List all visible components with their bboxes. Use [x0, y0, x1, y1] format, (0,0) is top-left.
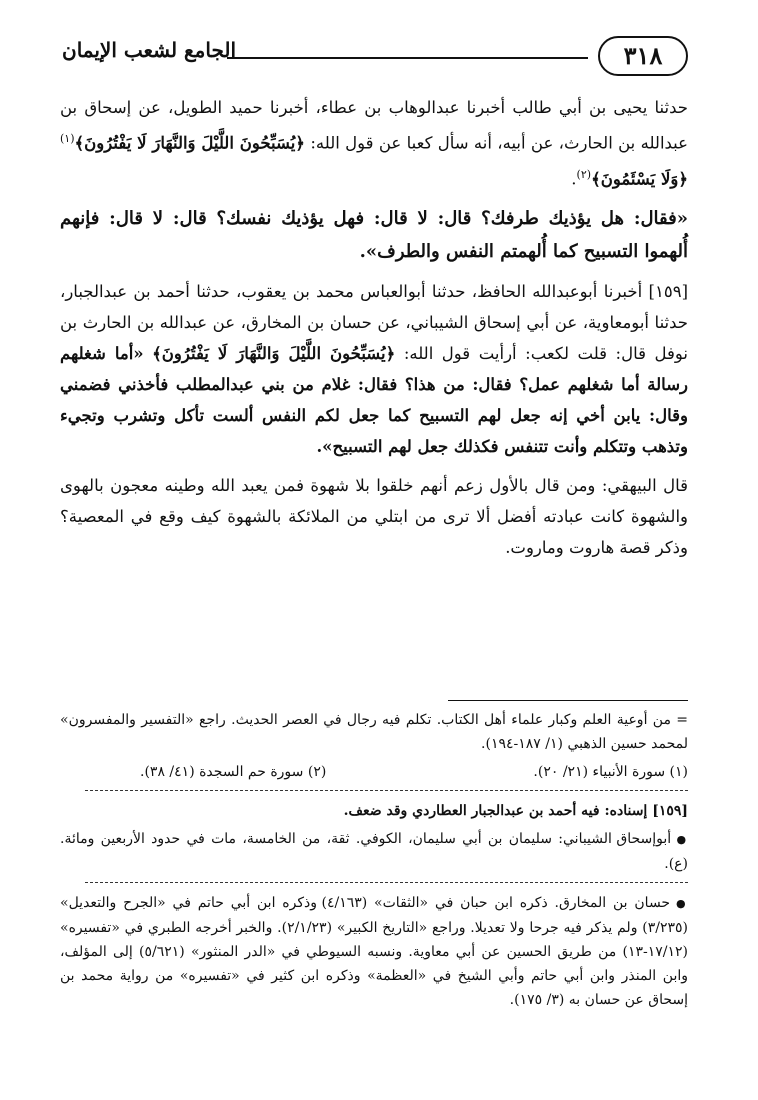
narrator-note-2: ● حسان بن المخارق. ذكره ابن حبان في «الثقات» (٤/١٦٣) وذكره ابن أبي حاتم في «الجرح والتعديل» (٣/٢٣٥) ولم يذكر فيه جرحا ولا تعديلا. وراجع «التاريخ الكبير» (٢/١/٢٣). والخبر أخرجه الطبري في «تفسيره» (١٧/١٢-١٣) من طريق الحسين عن أبي معاوية. ونسبه السيوطي في «الدر المنثور» (٥/٦٢١) إلى المؤلف، وابن المنذر وابن أبي حاتم وأبي الشيخ في «العظمة» وذكره ابن كثير في «تفسيره» من رواية محمد بن إسحاق عن حسان به (٣/ ١٧٥). [60, 891, 688, 1012]
narrator-note-1: ● أبوإسحاق الشيباني: سليمان بن أبي سليمان، الكوفي. ثقة، من الخامسة، مات في حدود الأربعين ومائة. (ع). [60, 827, 688, 876]
quran-verse-2: ﴿وَلَا يَسْئَمُونَ﴾ [591, 169, 688, 188]
paragraph-3 [60, 276, 688, 462]
paragraph-2: «فقال: هل يؤذيك طرفك؟ قال: لا قال: فهل يؤذيك نفسك؟ قال: لا قال: فإنهم أُلهموا التسبيح كما أُلهمتم النفس والطرف». [60, 208, 688, 262]
header-rule [227, 57, 588, 59]
footnote-ref-2: (٢) [576, 167, 592, 181]
paragraph-4: قال البيهقي: ومن قال بالأول زعم أنهم خلقوا بلا شهوة فمن يعبد الله وطينه معجون بالهوى والشهوة كانت عبادته أفضل ألا ترى من ابتلي من الملائكة بالشهوة كيف وقع في المعصية؟ وذكر قصة هاروت وماروت. [60, 476, 688, 557]
page-number: ٣١٨ [598, 36, 688, 76]
quran-verse-1: ﴿يُسَبِّحُونَ اللَّيْلَ وَالنَّهَارَ لَا يَفْتُرُونَ﴾ [74, 133, 305, 153]
footnote-1: (١) سورة الأنبياء (٢١/ ٢٠). [533, 764, 688, 780]
paragraph-1-end: . [571, 169, 577, 188]
quran-verse-3: ﴿يُسَبِّحُونَ اللَّيْلَ وَالنَّهَارَ لَا يَفْتُرُونَ﴾ [152, 344, 396, 363]
footnote-2: (٢) سورة حم السجدة (٤١/ ٣٨). [140, 764, 327, 780]
footnote-divider [85, 790, 688, 791]
narrator-divider [85, 882, 688, 883]
footnote-rule [448, 700, 688, 701]
footnote-row [60, 760, 688, 784]
footnote-ref-1: (١) [60, 132, 75, 145]
book-title: الجامع لشعب الإيمان [62, 38, 237, 62]
paragraph-1 [60, 92, 688, 194]
footnote-continued: = من أوعية العلم وكبار علماء أهل الكتاب. تكلم فيه رجال في العصر الحديث. راجع «التفسير والمفسرون» لمحمد حسين الذهبي (١/ ١٨٧-١٩٤). [60, 712, 688, 752]
footnotes [60, 708, 688, 1016]
main-text [60, 92, 688, 571]
paragraph-1-text: حدثنا يحيى بن أبي طالب أخبرنا عبدالوهاب بن عطاء، أخبرنا حميد الطويل، عن إسحاق بن عبدالله بن الحارث، عن أبيه، أنه سأل كعبا عن قول الله: [60, 98, 689, 153]
hadith-159-isnad: [١٥٩] أخبرنا أبوعبدالله الحافظ، حدثنا أبوالعباس محمد بن يعقوب، حدثنا أحمد بن عبدالجبار، حدثنا أبومعاوية، عن أبي إسحاق الشيباني، عن حسان بن المخارق، عن عبدالله بن الحارث بن نوفل قال: قلت لكعب: أرأيت قول الله: [60, 282, 689, 363]
page-header [62, 36, 688, 80]
hadith-159-matn: «أما شغلهم رسالة أما شغلهم عمل؟ فقال: من هذا؟ فقال: غلام من بني عبدالمطلب فأخذني فضمني وقال: يابن أخي إنه جعل لهم التسبيح كما جعل لكم النفس ألست تأكل وتشرب وتجيء وتذهب وتتكلم وأنت تتنفس فكذلك جعل لهم التسبيح». [60, 344, 688, 456]
isnad-note: [١٥٩] إسناده: فيه أحمد بن عبدالجبار العطاردي وقد ضعف. [343, 803, 688, 819]
